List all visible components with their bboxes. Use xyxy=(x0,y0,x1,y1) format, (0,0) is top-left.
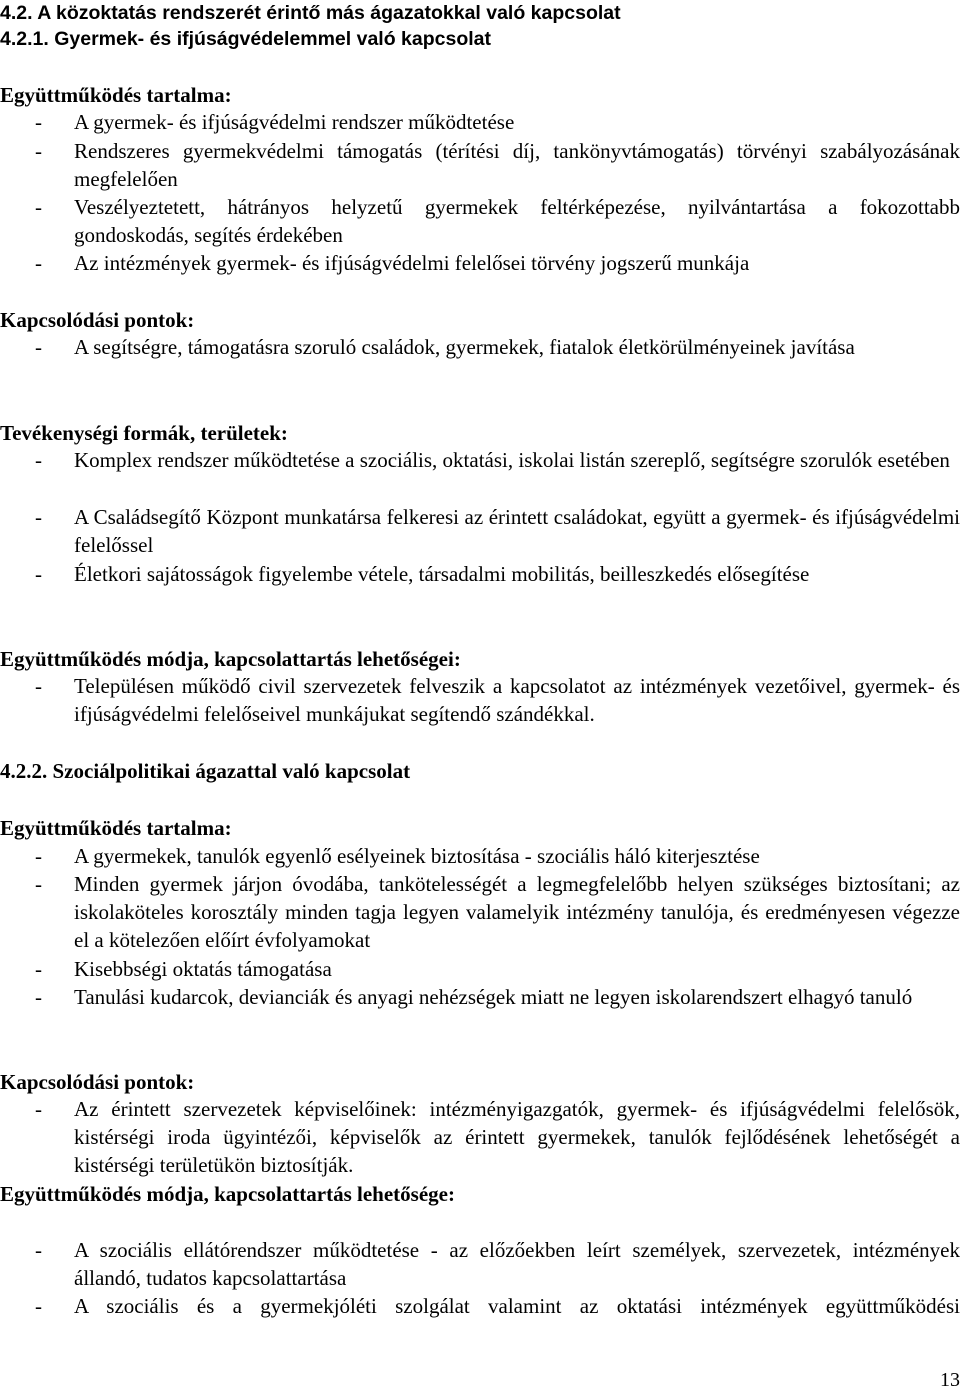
list-item xyxy=(0,560,960,588)
page-number: 13 xyxy=(940,1369,960,1391)
bullet-dash: - xyxy=(35,139,42,163)
bullet-dash: - xyxy=(35,1238,42,1262)
list-item xyxy=(0,249,960,277)
bullet-dash: - xyxy=(35,957,42,981)
bullet-dash: - xyxy=(35,872,42,896)
list-item xyxy=(0,446,960,474)
list-item-text: Veszélyeztetett, hátrányos helyzetű gyermekek feltérképezése, nyilvántartása a fokozottabb gondoskodás, segítés érdekében xyxy=(74,195,960,247)
list-item-text: Az érintett szervezetek képviselőinek: intézményigazgatók, gyermek- és ifjúságvédelmi felelősök, kistérségi iroda ügyintézői, képviselők az érintett gyermekek, tanulók fejlődésének lehetőségét a kistérségi területükön biztosítják. xyxy=(74,1097,960,1177)
list-item xyxy=(0,1095,960,1179)
bullet-dash: - xyxy=(35,110,42,134)
list-item-text: Településen működő civil szervezetek felveszik a kapcsolatot az intézmények vezetőivel, gyermek- és ifjúságvédelmi felelőseivel munkájukat segítendő szándékkal. xyxy=(74,674,960,726)
sub2-mode-label: Együttműködés módja, kapcsolattartás lehetősége: xyxy=(0,1182,455,1206)
bullet-dash: - xyxy=(35,985,42,1009)
list-item xyxy=(0,333,960,361)
bullet-dash: - xyxy=(35,844,42,868)
list-item-text: Rendszeres gyermekvédelmi támogatás (térítési díj, tankönyvtámogatás) törvényi szabályozásának megfelelően xyxy=(74,139,960,191)
list-item xyxy=(0,672,960,728)
list-item xyxy=(0,870,960,954)
sub1-content-label: Együttműködés tartalma: xyxy=(0,83,232,107)
list-item xyxy=(0,108,960,136)
bullet-dash: - xyxy=(35,1294,42,1318)
section-heading: 4.2. A közoktatás rendszerét érintő más ágazatokkal való kapcsolat xyxy=(0,2,621,24)
list-item-text: Tanulási kudarcok, devianciák és anyagi nehézségek miatt ne legyen iskolarendszert elhagyó tanuló xyxy=(74,985,913,1009)
list-item-text: Kisebbségi oktatás támogatása xyxy=(74,957,332,981)
sub1-points-label: Kapcsolódási pontok: xyxy=(0,308,195,332)
list-item-text: A szociális és a gyermekjóléti szolgálat valamint az oktatási intézmények együttműködési xyxy=(74,1294,960,1318)
list-item-text: Komplex rendszer működtetése a szociális, oktatási, iskolai listán szereplő, segítségre szorulók esetében xyxy=(74,448,950,472)
bullet-dash: - xyxy=(35,562,42,586)
list-item xyxy=(0,842,960,870)
list-item-text: A segítségre, támogatásra szoruló családok, gyermekek, fiatalok életkörülményeinek javítása xyxy=(74,335,855,359)
list-item-text: A Családsegítő Központ munkatársa felkeresi az érintett családokat, együtt a gyermek- és ifjúságvédelmi felelőssel xyxy=(74,505,960,557)
sub1-forms-label: Tevékenységi formák, területek: xyxy=(0,421,288,445)
bullet-dash: - xyxy=(35,448,42,472)
bullet-dash: - xyxy=(35,335,42,359)
bullet-dash: - xyxy=(35,1097,42,1121)
bullet-dash: - xyxy=(35,251,42,275)
bullet-dash: - xyxy=(35,674,42,698)
list-item-text: Az intézmények gyermek- és ifjúságvédelmi felelősei törvény jogszerű munkája xyxy=(74,251,750,275)
list-item xyxy=(0,503,960,559)
bullet-dash: - xyxy=(35,195,42,219)
list-item xyxy=(0,955,960,983)
subsection-2-heading: 4.2.2. Szociálpolitikai ágazattal való kapcsolat xyxy=(0,759,411,783)
sub2-points-label: Kapcsolódási pontok: xyxy=(0,1070,195,1094)
list-item-text: A szociális ellátórendszer működtetése - az előzőekben leírt személyek, szervezetek, intézmények állandó, tudatos kapcsolattartása xyxy=(74,1238,960,1290)
list-item xyxy=(0,137,960,193)
list-item-text: A gyermek- és ifjúságvédelmi rendszer működtetése xyxy=(74,110,515,134)
bullet-dash: - xyxy=(35,505,42,529)
list-item-text: Minden gyermek járjon óvodába, tankötelességét a legmegfelelőbb helyen szükséges biztosítani; az iskolaköteles korosztály minden tagja legyen valamelyik intézmény tanulója, és eredményesen végezze el a kötelezően előírt évfolyamokat xyxy=(74,872,960,952)
sub1-mode-label: Együttműködés módja, kapcsolattartás lehetőségei: xyxy=(0,647,461,671)
list-item-text: Életkori sajátosságok figyelembe vétele, társadalmi mobilitás, beilleszkedés elősegítése xyxy=(74,562,810,586)
sub2-content-label: Együttműködés tartalma: xyxy=(0,816,232,840)
list-item xyxy=(0,1292,960,1320)
subsection-1-heading: 4.2.1. Gyermek- és ifjúságvédelemmel való kapcsolat xyxy=(0,28,492,50)
list-item-text: A gyermekek, tanulók egyenlő esélyeinek biztosítása - szociális háló kiterjesztése xyxy=(74,844,760,868)
list-item xyxy=(0,1236,960,1292)
list-item xyxy=(0,193,960,249)
list-item xyxy=(0,983,960,1011)
